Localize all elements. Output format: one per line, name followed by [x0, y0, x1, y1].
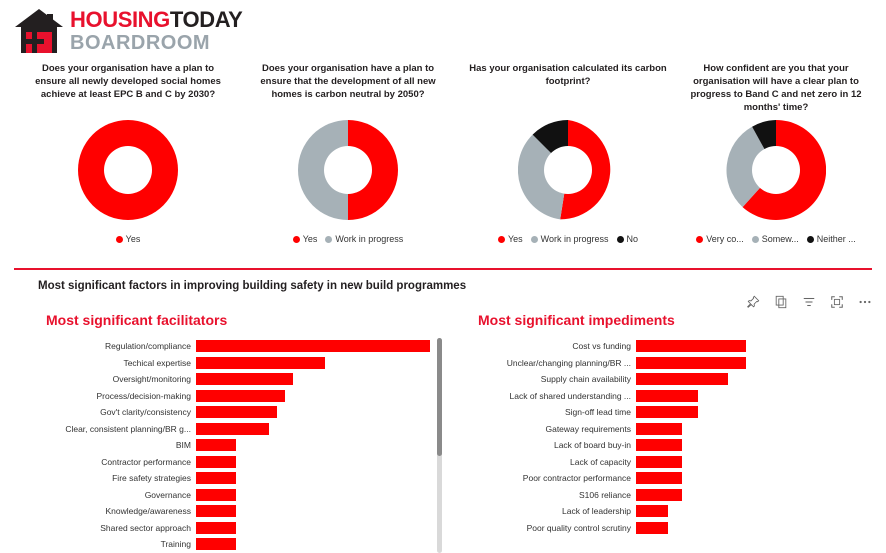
- bar-category-label: Knowledge/awareness: [105, 506, 191, 517]
- legend-swatch-icon: [807, 236, 814, 243]
- legend-item[interactable]: [325, 234, 403, 244]
- logo-word-housing: HOUSING: [70, 7, 170, 32]
- bar-category-label: Lack of board buy-in: [553, 440, 631, 451]
- bar-fill[interactable]: [196, 489, 236, 501]
- bar-row[interactable]: [470, 520, 870, 537]
- donut-legend-3: [458, 234, 678, 244]
- legend-label: Yes: [125, 234, 141, 244]
- bar-chart-impediments[interactable]: [470, 338, 870, 536]
- house-icon: [14, 8, 64, 54]
- bar-fill[interactable]: [636, 423, 682, 435]
- bar-fill[interactable]: [196, 472, 236, 484]
- bar-fill[interactable]: [196, 505, 236, 517]
- legend-item[interactable]: [807, 234, 856, 244]
- bar-row[interactable]: [38, 437, 448, 454]
- more-options-icon[interactable]: [858, 295, 872, 309]
- legend-label: Work in progress: [540, 234, 609, 244]
- bar-track: [636, 522, 870, 534]
- bar-track: [636, 340, 870, 352]
- legend-label: Yes: [302, 234, 318, 244]
- bar-category-label: Process/decision-making: [96, 390, 191, 401]
- legend-label: Neither ...: [816, 234, 856, 244]
- donut-card-carbon-footprint: [458, 62, 678, 244]
- bar-row[interactable]: [38, 520, 448, 537]
- bar-row[interactable]: [38, 503, 448, 520]
- bar-track: [636, 439, 870, 451]
- donut-legend-4: [666, 234, 886, 244]
- legend-item[interactable]: [752, 234, 799, 244]
- bar-row[interactable]: [470, 404, 870, 421]
- bar-category-label: Sign-off lead time: [565, 407, 631, 418]
- brand-logo: [14, 8, 242, 54]
- bar-row[interactable]: [470, 470, 870, 487]
- donut-legend-1: [18, 234, 238, 244]
- bar-track: [636, 472, 870, 484]
- donut-question: Does your organisation have a plan to ensure all newly developed social homes achieve at least EPC B and C by 2030?: [35, 63, 221, 100]
- bar-row[interactable]: [470, 421, 870, 438]
- bar-fill[interactable]: [196, 456, 236, 468]
- bar-category-label: Lack of shared understanding ...: [509, 390, 631, 401]
- bar-fill[interactable]: [196, 439, 236, 451]
- donut-question: How confident are you that your organisation will have a clear plan to progress to Band C and net zero in 12 months' time?: [690, 63, 862, 113]
- bar-fill[interactable]: [636, 406, 698, 418]
- legend-item[interactable]: [531, 234, 609, 244]
- legend-label: Somew...: [761, 234, 799, 244]
- bar-category-label: Clear, consistent planning/BR g...: [65, 423, 191, 434]
- bar-category-label: Supply chain availability: [540, 374, 631, 385]
- donut-card-confidence: [666, 62, 886, 244]
- bar-category-label: Training: [160, 539, 191, 550]
- bar-track: [636, 390, 870, 402]
- legend-label: Yes: [507, 234, 523, 244]
- bar-track: [196, 472, 448, 484]
- bar-track: [636, 406, 870, 418]
- bar-category-label: Fire safety strategies: [112, 473, 191, 484]
- bar-fill[interactable]: [636, 505, 668, 517]
- bar-category-label: Governance: [144, 489, 191, 500]
- bar-track: [196, 439, 448, 451]
- bar-row[interactable]: [470, 338, 870, 355]
- bar-chart-facilitators[interactable]: [38, 338, 448, 553]
- pin-icon[interactable]: [746, 295, 760, 309]
- bar-fill[interactable]: [636, 439, 682, 451]
- bar-row[interactable]: [470, 371, 870, 388]
- donut-card-carbon-neutral-plan: [238, 62, 458, 244]
- bar-fill[interactable]: [636, 456, 682, 468]
- bar-row[interactable]: [38, 536, 448, 553]
- bar-row[interactable]: [38, 487, 448, 504]
- logo-word-today: TODAY: [169, 7, 243, 32]
- legend-swatch-icon: [696, 236, 703, 243]
- bar-category-label: Poor quality control scrutiny: [526, 522, 631, 533]
- bar-category-label: BIM: [175, 440, 191, 451]
- bar-category-label: Cost vs funding: [572, 341, 631, 352]
- bar-row[interactable]: [38, 355, 448, 372]
- bar-fill[interactable]: [636, 340, 746, 352]
- bar-track: [196, 406, 448, 418]
- bar-row[interactable]: [38, 338, 448, 355]
- bar-fill[interactable]: [196, 340, 430, 352]
- focus-mode-icon[interactable]: [830, 295, 844, 309]
- bar-track: [636, 456, 870, 468]
- bar-fill[interactable]: [636, 373, 728, 385]
- bar-fill[interactable]: [636, 472, 682, 484]
- bar-row[interactable]: [38, 421, 448, 438]
- legend-swatch-icon: [531, 236, 538, 243]
- logo-word-boardroom: BOARDROOM: [70, 32, 211, 54]
- visual-toolbar: [746, 295, 872, 309]
- legend-label: Very co...: [706, 234, 744, 244]
- copy-icon[interactable]: [774, 295, 788, 309]
- bar-category-label: Contractor performance: [101, 456, 191, 467]
- legend-item[interactable]: [617, 234, 639, 244]
- legend-swatch-icon: [498, 236, 505, 243]
- bar-track: [196, 390, 448, 402]
- facilitators-scrollbar[interactable]: [437, 338, 442, 553]
- bar-fill[interactable]: [196, 538, 236, 550]
- section-divider: [14, 268, 872, 270]
- donut-chart-2[interactable]: [298, 120, 398, 220]
- bar-row[interactable]: [38, 371, 448, 388]
- bar-fill[interactable]: [196, 423, 269, 435]
- bar-track: [636, 489, 870, 501]
- donut-question: Has your organisation calculated its carbon footprint?: [469, 63, 667, 87]
- bar-category-label: Lack of capacity: [570, 456, 631, 467]
- bar-track: [196, 340, 448, 352]
- legend-item[interactable]: [498, 234, 523, 244]
- donut-legend-2: [238, 234, 458, 244]
- bar-track: [196, 522, 448, 534]
- filter-icon[interactable]: [802, 295, 816, 309]
- bar-row[interactable]: [470, 454, 870, 471]
- legend-swatch-icon: [325, 236, 332, 243]
- bar-category-label: Regulation/compliance: [105, 341, 191, 352]
- bar-track: [636, 373, 870, 385]
- bar-track: [196, 505, 448, 517]
- legend-item[interactable]: [293, 234, 318, 244]
- donut-chart-1[interactable]: [78, 120, 178, 220]
- bar-track: [196, 489, 448, 501]
- legend-label: Work in progress: [335, 234, 404, 244]
- bar-track: [636, 357, 870, 369]
- donut-question: Does your organisation have a plan to ensure that the development of all new homes is carbon neutral by 2050?: [260, 63, 436, 100]
- bar-fill[interactable]: [636, 489, 682, 501]
- legend-label: No: [626, 234, 639, 244]
- bar-category-label: Techical expertise: [123, 357, 191, 368]
- bar-category-label: S106 reliance: [579, 489, 631, 500]
- bar-category-label: Lack of leadership: [562, 506, 631, 517]
- legend-swatch-icon: [617, 236, 624, 243]
- bar-row[interactable]: [38, 388, 448, 405]
- donut-chart-3[interactable]: [518, 120, 618, 220]
- bar-row[interactable]: [38, 470, 448, 487]
- bar-track: [196, 423, 448, 435]
- bar-category-label: Oversight/monitoring: [112, 374, 191, 385]
- bar-track: [636, 505, 870, 517]
- bar-row[interactable]: [470, 388, 870, 405]
- chart-title-impediments: Most significant impediments: [478, 312, 675, 328]
- bar-track: [636, 423, 870, 435]
- chart-title-facilitators: Most significant facilitators: [46, 312, 228, 328]
- bar-category-label: Gov't clarity/consistency: [100, 407, 191, 418]
- bar-category-label: Gateway requirements: [545, 423, 631, 434]
- bar-fill[interactable]: [196, 406, 277, 418]
- scrollbar-thumb[interactable]: [437, 338, 442, 456]
- bar-fill[interactable]: [196, 390, 285, 402]
- bar-category-label: Unclear/changing planning/BR ...: [506, 357, 631, 368]
- legend-swatch-icon: [293, 236, 300, 243]
- legend-item[interactable]: [116, 234, 141, 244]
- bar-track: [196, 538, 448, 550]
- bar-row[interactable]: [470, 503, 870, 520]
- section-heading: Most significant factors in improving building safety in new build programmes: [38, 280, 467, 292]
- bar-fill[interactable]: [196, 522, 236, 534]
- bar-row[interactable]: [470, 437, 870, 454]
- legend-swatch-icon: [116, 236, 123, 243]
- bar-fill[interactable]: [636, 357, 746, 369]
- legend-item[interactable]: [696, 234, 744, 244]
- bar-track: [196, 357, 448, 369]
- donut-charts-row: [0, 62, 886, 262]
- bar-fill[interactable]: [636, 522, 668, 534]
- bar-category-label: Shared sector approach: [100, 522, 191, 533]
- bar-row[interactable]: [470, 355, 870, 372]
- bar-row[interactable]: [38, 404, 448, 421]
- bar-fill[interactable]: [196, 357, 325, 369]
- legend-swatch-icon: [752, 236, 759, 243]
- bar-fill[interactable]: [636, 390, 698, 402]
- donut-card-epc-plan: [18, 62, 238, 244]
- bar-row[interactable]: [470, 487, 870, 504]
- bar-track: [196, 373, 448, 385]
- bar-category-label: Poor contractor performance: [522, 473, 631, 484]
- bar-row[interactable]: [38, 454, 448, 471]
- bar-fill[interactable]: [196, 373, 293, 385]
- donut-chart-4[interactable]: [726, 120, 826, 220]
- bar-track: [196, 456, 448, 468]
